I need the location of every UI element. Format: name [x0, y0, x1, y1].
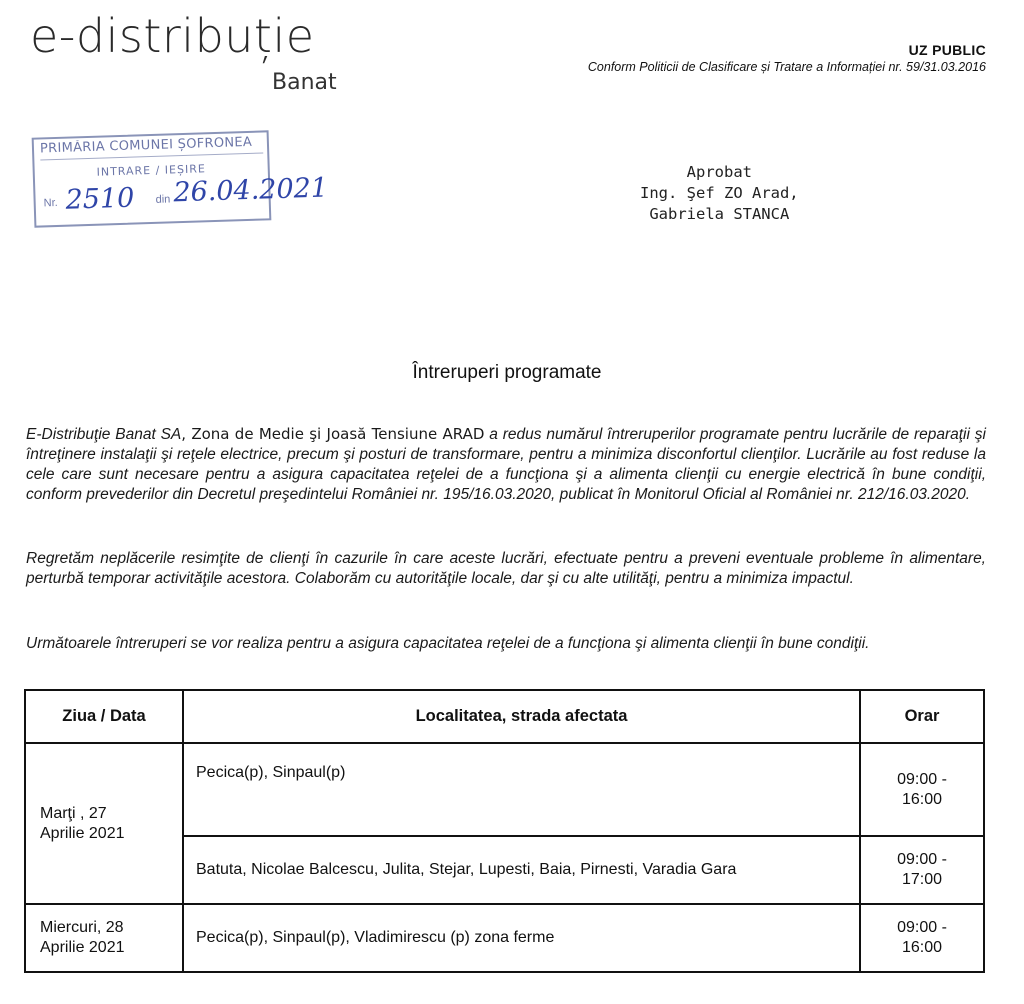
time-end: 16:00 — [901, 790, 943, 808]
page-title: Întreruperi programate — [412, 362, 602, 383]
location-cell: Pecica(p), Sinpaul(p) — [183, 743, 860, 836]
table-header-row — [25, 690, 984, 743]
location-cell: Batuta, Nicolae Balcescu, Julita, Stejar, Lupesti, Baia, Pirnesti, Varadia Gara — [183, 836, 860, 904]
header-time: Orar — [860, 690, 984, 743]
time-cell — [860, 904, 984, 972]
intro-text: a redus numărul întreruperilor programate pentru lucrările de reparaţii şi întreţinere instalaţii şi reţele electrice, precum şi posturi de transformare, pentru a minimiza disconfortul clienţilor. Lucrările au fost reduse la cele care sunt necesare pentru a asigura capacitatea reţelei de a funcţiona şi a alimenta clienţii cu energie electrică în bune condiţii, conform prevederilor din Decretul preşedintelui României nr. 195/16.03.2020, publicat în Monitorul Oficial al României nr. 212/16.03.2020. — [26, 426, 986, 503]
stamp-date: 26.04.2021 — [172, 172, 329, 209]
time-start: 09:00 - — [897, 851, 947, 868]
stamp-nr-label: Nr. — [43, 196, 58, 210]
header-location: Localitatea, strada afectata — [183, 690, 860, 743]
outage-schedule-table — [24, 689, 985, 973]
time-end: 16:00 — [901, 939, 943, 956]
time-cell — [860, 743, 984, 836]
date-weekday: Marţi , 27 — [40, 804, 107, 822]
date-cell — [25, 743, 183, 904]
header-date: Ziua / Data — [25, 690, 183, 743]
intro-paragraph — [26, 424, 986, 505]
schedule-intro-paragraph: Următoarele întreruperi se vor realiza pentru a asigura capacitatea reţelei de a funcţiona şi alimenta clienţii în bune condiţii. — [26, 635, 870, 652]
logo-wordmark: e-distribuție — [30, 9, 315, 63]
stamp-din-label: din — [155, 193, 171, 206]
time-start: 09:00 - — [897, 770, 947, 788]
apology-paragraph: Regretăm neplăcerile resimţite de clienţi în cazurile în care aceste lucrări, efectuate pentru a preveni eventuale probleme în alimentare, perturbă temporar activităţile acestora. Colaborăm cu autorităţile locale, dar şi cu alte utilităţi, pentru a minimiza impactul. — [26, 550, 986, 587]
registration-stamp — [32, 130, 329, 227]
stamp-number: 2510 — [65, 182, 135, 216]
logo-region: Banat — [272, 70, 337, 95]
date-cell — [25, 904, 183, 972]
approver-role: Ing. Şef ZO Arad, — [640, 184, 799, 202]
classification-note: Conform Politicii de Clasificare și Tratare a Informației nr. 59/31.03.2016 — [587, 60, 986, 74]
company-logo — [30, 8, 337, 95]
zone-name: , Zona de Medie şi Joasă Tensiune ARAD — [181, 425, 485, 443]
classification-label: UZ PUBLIC — [908, 42, 986, 58]
stamp-institution: PRIMĂRIA COMUNEI ȘOFRONEA — [40, 134, 263, 160]
approval-block — [640, 162, 799, 225]
location-cell: Pecica(p), Sinpaul(p), Vladimirescu (p) zona ferme — [183, 904, 860, 972]
stamp-type: INTRARE / IEȘIRE — [96, 162, 207, 179]
table-row — [25, 904, 984, 972]
date-weekday: Miercuri, 28 — [40, 919, 124, 936]
time-cell — [860, 836, 984, 904]
time-start: 09:00 - — [897, 919, 947, 936]
date-month: Aprilie 2021 — [40, 824, 125, 842]
approver-name: Gabriela STANCA — [649, 205, 790, 223]
approval-label: Aprobat — [686, 163, 752, 181]
classification-block — [588, 42, 986, 74]
table-row — [25, 743, 984, 836]
date-month: Aprilie 2021 — [40, 939, 125, 956]
time-end: 17:00 — [901, 871, 943, 888]
company-name: E-Distribuţie Banat SA — [26, 426, 182, 443]
